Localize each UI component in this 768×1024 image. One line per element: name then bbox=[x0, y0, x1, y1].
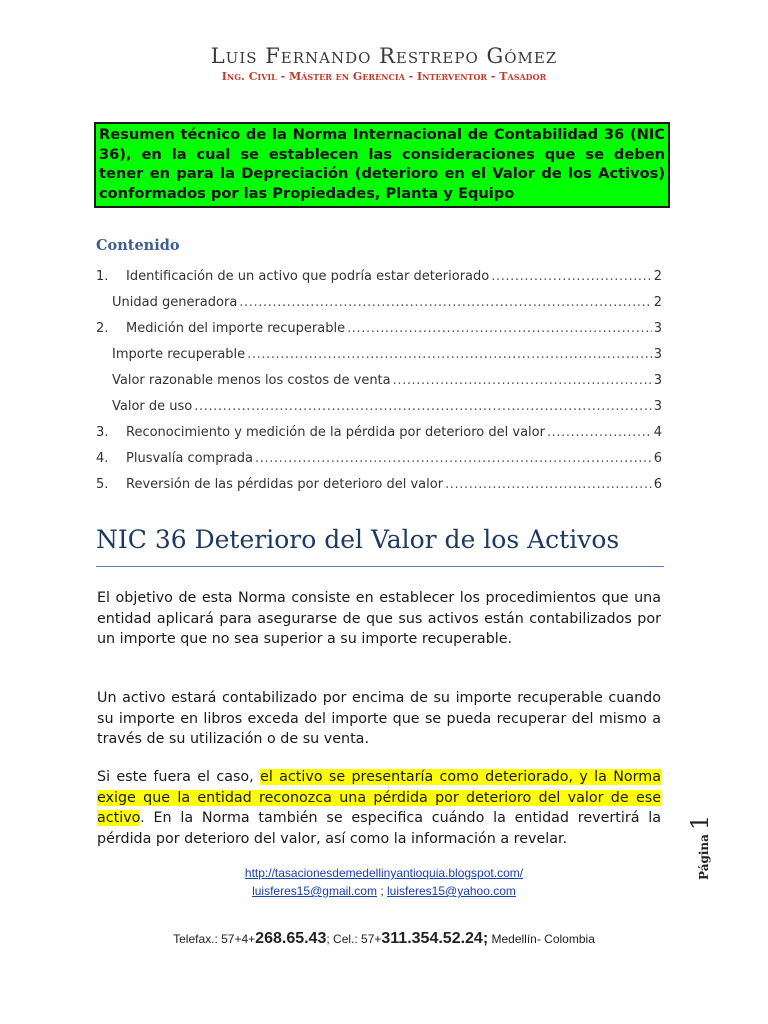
toc-item-page: 2 bbox=[653, 269, 662, 284]
toc-item-page: 3 bbox=[653, 399, 662, 414]
toc-leader-dots bbox=[393, 373, 652, 388]
footer-email-separator: ; bbox=[376, 884, 387, 898]
heading-underline bbox=[96, 566, 664, 567]
telefax-number: 268.65.43 bbox=[255, 930, 327, 947]
paragraph-overstated-asset: Un activo estará contabilizado por encima de su importe recuperable cuando su importe en libros exceda del importe que se pueda recuperar del mismo a través de su utilización o de su venta. bbox=[97, 690, 661, 748]
toc-item-page: 2 bbox=[653, 295, 662, 310]
footer-email-gmail[interactable]: luisferes15@gmail.com bbox=[252, 884, 377, 898]
toc-leader-dots bbox=[239, 295, 651, 310]
cel-number: 311.354.52.24; bbox=[381, 930, 489, 947]
paragraph-impairment bbox=[97, 767, 661, 849]
toc-item-page: 6 bbox=[653, 451, 662, 466]
toc-title: Contenido bbox=[96, 237, 180, 254]
toc-item[interactable] bbox=[112, 373, 662, 391]
toc-leader-dots bbox=[194, 399, 651, 414]
letterhead-name: Luis Fernando Restrepo Gómez bbox=[210, 44, 558, 68]
toc-item-text: Importe recuperable bbox=[112, 347, 246, 362]
letterhead-subtitle: Ing. Civil - Máster en Gerencia - Interventor - Tasador bbox=[221, 70, 547, 83]
toc-item-number: 1. bbox=[96, 269, 109, 284]
toc-leader-dots bbox=[445, 477, 652, 492]
toc-item-text: Plusvalía comprada bbox=[126, 451, 253, 466]
page-number-value: 1 bbox=[686, 814, 714, 831]
toc-item[interactable] bbox=[112, 347, 662, 365]
toc-leader-dots bbox=[547, 425, 652, 440]
paragraph-text: . En la Norma también se especifica cuándo la entidad revertirá la pérdida por deterioro del valor, así como la información a revelar. bbox=[97, 810, 661, 847]
toc-item-page: 3 bbox=[653, 321, 662, 336]
toc-item[interactable] bbox=[96, 477, 662, 495]
footer-email-yahoo[interactable]: luisferes15@yahoo.com bbox=[387, 884, 516, 898]
toc-leader-dots bbox=[247, 347, 652, 362]
toc-item-text: Valor de uso bbox=[112, 399, 193, 414]
summary-box: Resumen técnico de la Norma Internacional de Contabilidad 36 (NIC 36), en la cual se establecen las consideraciones que se deben tener en para la Depreciación (deterioro en el Valor de los Activos) conformados por las Propiedades, Planta y Equipo bbox=[94, 122, 670, 208]
highlighted-text: el activo se presentaría como deteriorado, y la Norma exige que la entidad reconozca una pérdida por deterioro del valor de ese activo bbox=[97, 769, 661, 827]
toc-leader-dots bbox=[255, 451, 652, 466]
cel-label: ; Cel.: 57+ bbox=[326, 932, 382, 946]
page-label: Página bbox=[697, 834, 711, 880]
footer-emails bbox=[0, 884, 768, 898]
toc-leader-dots bbox=[347, 321, 652, 336]
toc-item-number: 5. bbox=[96, 477, 109, 492]
paragraph-text: Si este fuera el caso, bbox=[97, 769, 261, 785]
toc-item-text: Reversión de las pérdidas por deterioro del valor bbox=[126, 477, 444, 492]
paragraph-objective: El objetivo de esta Norma consiste en establecer los procedimientos que una entidad aplicará para asegurarse de que sus activos están contabilizados por un importe que no sea superior a su importe recuperable. bbox=[97, 590, 661, 648]
toc-item-text: Identificación de un activo que podría estar deteriorado bbox=[126, 269, 490, 284]
toc-item-page: 6 bbox=[653, 477, 662, 492]
toc-item-text: Unidad generadora bbox=[112, 295, 238, 310]
toc-item[interactable] bbox=[96, 269, 662, 287]
toc-item-number: 3. bbox=[96, 425, 109, 440]
toc-item-text: Valor razonable menos los costos de venta bbox=[112, 373, 391, 388]
toc-item-number: 4. bbox=[96, 451, 109, 466]
toc-item[interactable] bbox=[112, 295, 662, 313]
toc-item[interactable] bbox=[96, 321, 662, 339]
toc-item[interactable] bbox=[96, 425, 662, 443]
toc-item-page: 3 bbox=[653, 373, 662, 388]
toc-item-page: 4 bbox=[653, 425, 662, 440]
section-heading: NIC 36 Deterioro del Valor de los Activos bbox=[96, 525, 620, 554]
footer-city: Medellín- Colombia bbox=[488, 932, 595, 946]
toc-item[interactable] bbox=[112, 399, 662, 417]
footer-blog-link[interactable]: http://tasacionesdemedellinyantioquia.blogspot.com/ bbox=[244, 866, 524, 880]
telefax-label: Telefax.: 57+4+ bbox=[173, 932, 256, 946]
toc-item-page: 3 bbox=[653, 347, 662, 362]
toc-leader-dots bbox=[491, 269, 651, 284]
footer-phones bbox=[0, 930, 768, 948]
toc-item-text: Medición del importe recuperable bbox=[126, 321, 346, 336]
toc-item[interactable] bbox=[96, 451, 662, 469]
toc-item-text: Reconocimiento y medición de la pérdida por deterioro del valor bbox=[126, 425, 545, 440]
toc-item-number: 2. bbox=[96, 321, 109, 336]
